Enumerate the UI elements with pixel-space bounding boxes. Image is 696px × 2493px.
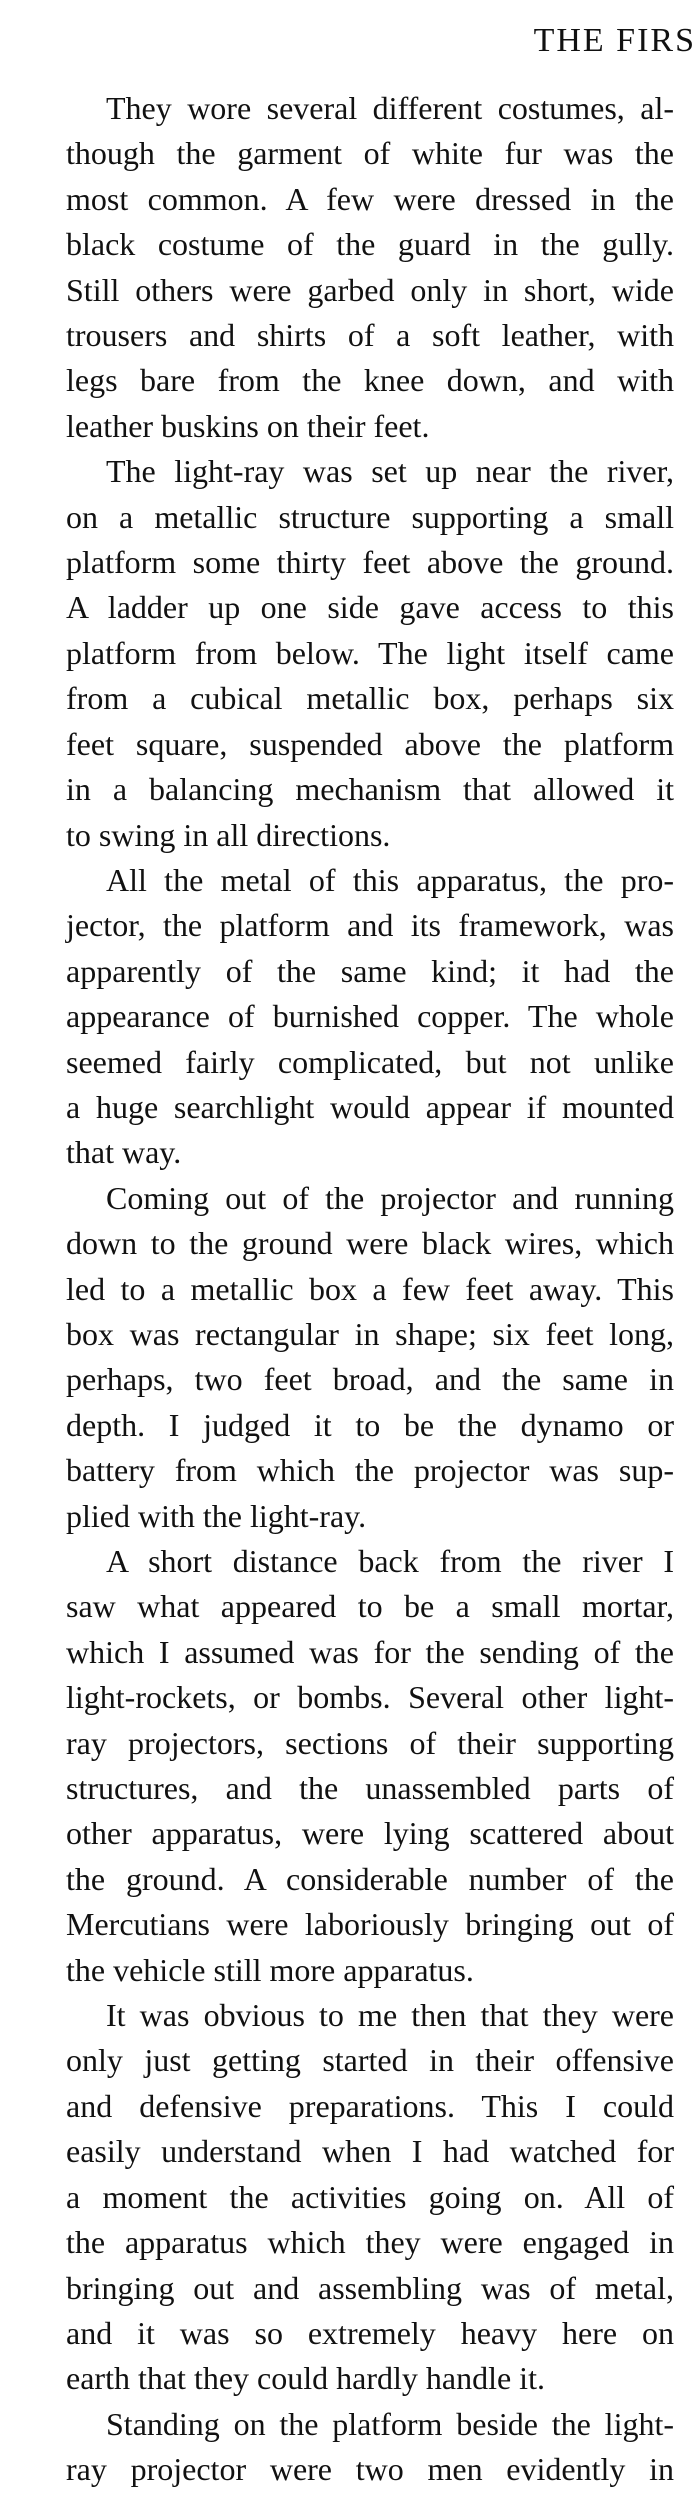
text-line: only just getting started in their offensive xyxy=(66,2042,674,2079)
text-line: a huge searchlight would appear if mounted xyxy=(66,1088,674,1125)
text-line: most common. A few were dressed in the xyxy=(66,180,674,217)
text-line: a moment the activities going on. All of xyxy=(66,2178,674,2215)
text-line: though the garment of white fur was the xyxy=(66,135,674,172)
text-line: easily understand when I had watched for xyxy=(66,2133,674,2170)
text-line: led to a metallic box a few feet away. This xyxy=(66,1270,674,1307)
text-line: on a metallic structure supporting a small xyxy=(66,498,674,535)
text-line: down to the ground were black wires, which xyxy=(66,1225,674,1262)
text-line: All the metal of this apparatus, the pro- xyxy=(106,861,674,898)
paragraph-platform-men xyxy=(26,2402,674,2493)
text-line: perhaps, two feet broad, and the same in xyxy=(66,1361,674,1398)
text-line: They wore several different costumes, al- xyxy=(106,90,674,126)
text-line: battery from which the projector was sup- xyxy=(66,1452,674,1489)
text-line: depth. I judged it to be the dynamo or xyxy=(66,1406,674,1443)
text-line: leather buskins on their feet. xyxy=(66,407,430,444)
paragraph-costumes xyxy=(26,86,674,449)
running-header: THE FIRS xyxy=(533,22,696,59)
text-line: that way. xyxy=(66,1134,182,1171)
text-line: from a cubical metallic box, perhaps six xyxy=(66,680,674,717)
paragraph-preparations xyxy=(26,1993,674,2402)
text-line: the vehicle still more apparatus. xyxy=(66,1951,474,1988)
text-line: A ladder up one side gave access to this xyxy=(66,589,674,626)
text-line: legs bare from the knee down, and with xyxy=(66,362,674,399)
text-line: appearance of burnished copper. The whole xyxy=(66,998,674,1035)
text-line: light-rockets, or bombs. Several other light- xyxy=(66,1679,674,1716)
text-line: feet square, suspended above the platform xyxy=(66,725,674,762)
paragraph-mortar xyxy=(26,1539,674,1993)
text-line: Still others were garbed only in short, wide xyxy=(66,271,674,308)
text-line: Standing on the platform beside the light- xyxy=(106,2405,674,2442)
text-line: It was obvious to me then that they were xyxy=(106,1997,674,2034)
text-line: structures, and the unassembled parts of xyxy=(66,1770,674,1807)
text-line: which I assumed was for the sending of the xyxy=(66,1633,674,1670)
text-line: and defensive preparations. This I could xyxy=(66,2087,674,2124)
text-line: the ground. A considerable number of the xyxy=(66,1860,674,1897)
text-line: in a balancing mechanism that allowed it xyxy=(66,771,674,808)
text-line: jector, the platform and its framework, was xyxy=(66,907,674,944)
text-line: apparently of the same kind; it had the xyxy=(66,952,674,989)
text-line: and it was so extremely heavy here on xyxy=(66,2314,674,2351)
paragraph-light-ray xyxy=(26,449,674,858)
text-line: black costume of the guard in the gully. xyxy=(66,226,674,263)
text-line: to swing in all directions. xyxy=(66,816,391,853)
text-line: trousers and shirts of a soft leather, with xyxy=(66,317,674,354)
paragraph-wires xyxy=(26,1176,674,1539)
text-line: Coming out of the projector and running xyxy=(106,1179,674,1216)
text-line: Mercutians were laboriously bringing out of xyxy=(66,1906,674,1943)
text-line: The light-ray was set up near the river, xyxy=(106,453,674,490)
text-line: ray projector were two men evidently in xyxy=(66,2451,674,2488)
text-line: A short distance back from the river I xyxy=(106,1543,674,1579)
text-line: plied with the light-ray. xyxy=(66,1497,367,1534)
text-line: box was rectangular in shape; six feet long, xyxy=(66,1315,674,1352)
text-line: seemed fairly complicated, but not unlike xyxy=(66,1043,674,1080)
text-line: earth that they could hardly handle it. xyxy=(66,2360,545,2397)
text-line: ray projectors, sections of their supporting xyxy=(66,1724,674,1761)
text-line: platform some thirty feet above the ground. xyxy=(66,544,674,581)
text-line: other apparatus, were lying scattered about xyxy=(66,1815,674,1852)
body-text xyxy=(26,86,674,2493)
text-line: bringing out and assembling was of metal, xyxy=(66,2269,674,2306)
text-line: platform from below. The light itself came xyxy=(66,634,674,671)
text-line: the apparatus which they were engaged in xyxy=(66,2224,674,2261)
text-line: saw what appeared to be a small mortar, xyxy=(66,1588,674,1625)
paragraph-metal xyxy=(26,858,674,1176)
